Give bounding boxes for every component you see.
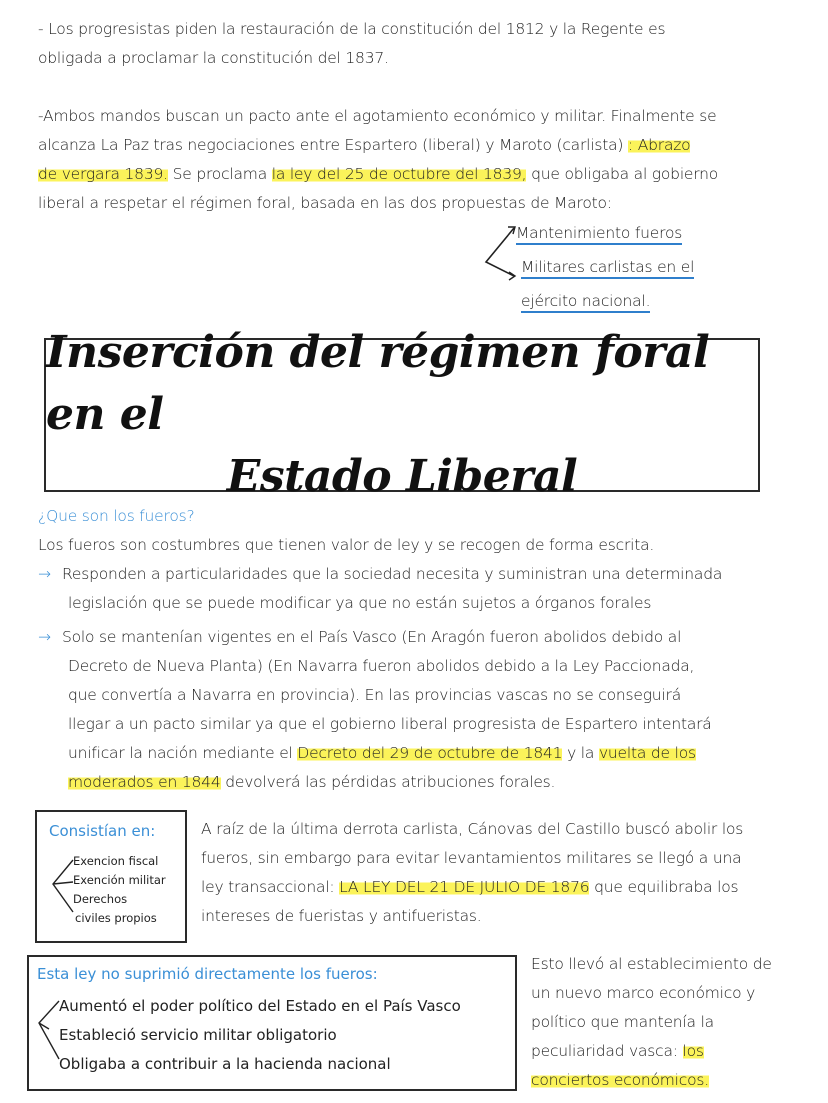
text-line: llegar a un pacto similar ya que el gobierno liberal progresista de Espartero intentará	[68, 715, 712, 733]
highlight-ley-1839: la ley del 25 de octubre del 1839,	[271, 165, 527, 183]
highlight-los: los	[682, 1042, 704, 1060]
consistian-heading: Consistían en:	[49, 822, 156, 840]
ley-box	[27, 955, 517, 1091]
ley-heading: Esta ley no suprimió directamente los fueros:	[37, 965, 378, 983]
text-line: A raíz de la última derrota carlista, Cánovas del Castillo buscó abolir los	[201, 820, 744, 838]
list-item: Derechos	[73, 892, 128, 906]
text-line	[531, 1066, 772, 1095]
text-line: Decreto de Nueva Planta) (En Navarra fueron abolidos debido a la Ley Paccionada,	[68, 657, 695, 675]
highlight-vergara: de vergara 1839.	[38, 165, 168, 183]
text-line: Esto llevó al establecimiento de	[531, 955, 772, 973]
text-line: intereses de fueristas y antifueristas.	[201, 907, 482, 925]
text-line: que convertía a Navarra en provincia). En las provincias vascas no se conseguirá	[68, 686, 681, 704]
list-item: Exención militar	[73, 873, 166, 887]
highlight-vuelta: vuelta de los	[598, 744, 696, 762]
bullet-2: → Solo se mantenían vigentes en el País Vasco (En Aragón fueron abolidos debido al Decreto de Nueva Planta) (En Navarra fueron abolidos debido a la Ley Paccionada, que convertía a Navarra en provincia). En las provincias vascas no se conseguirá llegar a un pacto similar ya que el gobierno liberal progresista de Espartero intentará unificar la nación mediante el Decreto del 29 de octubre de 1841 y la vuelta de los moderados en 1844 devolverá las pérdidas atribuciones forales.	[38, 623, 712, 797]
text-line: de vergara 1839. Se proclama la ley del 25 de octubre del 1839, que obligaba al gobierno	[38, 165, 719, 183]
highlight-abrazo: : Abrazo	[627, 136, 691, 154]
text-line: -Ambos mandos buscan un pacto ante el agotamiento económico y militar. Finalmente se	[38, 107, 717, 125]
arrow-right-icon: →	[38, 628, 51, 646]
maroto-proposals	[516, 216, 694, 318]
text-line: legislación que se puede modificar ya que no están sujetos a órganos forales	[68, 594, 652, 612]
consistian-box	[35, 810, 187, 943]
text-line: político que mantenía la	[531, 1013, 714, 1031]
pact-paragraph	[38, 102, 718, 218]
ley-list	[59, 992, 461, 1079]
fueros-section	[38, 502, 722, 618]
proposal-item: ejército nacional.	[521, 292, 650, 313]
text-line: - Los progresistas piden la restauración de la constitución del 1812 y la Regente es	[38, 20, 666, 38]
bullet-1: → Responden a particularidades que la sociedad necesita y suministran una determinada	[38, 560, 722, 589]
text-line: obligada a proclamar la constitución del 1837.	[38, 49, 389, 67]
text-line: liberal a respetar el régimen foral, basada en las dos propuestas de Maroto:	[38, 194, 612, 212]
text-line: peculiaridad vasca: los	[531, 1042, 704, 1060]
arrow-right-icon: →	[38, 565, 51, 583]
text-line: fueros, sin embargo para evitar levantamientos militares se llegó a una	[201, 849, 742, 867]
fueros-question: ¿Que son los fueros?	[38, 507, 195, 525]
section-title-box	[44, 327, 760, 502]
proposal-item: Mantenimiento fueros	[516, 224, 682, 245]
section-title-line1: Inserción del régimen foral en el	[46, 327, 710, 440]
fueros-definition: Los fueros son costumbres que tienen valor de ley y se recogen de forma escrita.	[38, 536, 655, 554]
proposal-item: Militares carlistas en el	[521, 258, 694, 279]
list-item: Exencion fiscal	[73, 854, 159, 868]
canovas-paragraph	[201, 815, 743, 931]
list-item: civiles propios	[75, 911, 157, 925]
text-line: un nuevo marco económico y	[531, 984, 756, 1002]
list-item: Aumentó el poder político del Estado en el País Vasco	[59, 997, 461, 1015]
intro-paragraph	[38, 15, 665, 73]
text-line: ley transaccional: LA LEY DEL 21 DE JULIO DE 1876 que equilibraba los	[201, 878, 739, 896]
highlight-moderados-1844: moderados en 1844	[68, 773, 221, 791]
list-item: Estableció servicio militar obligatorio	[59, 1026, 337, 1044]
conclusion-paragraph	[531, 950, 772, 1095]
text-line: alcanza La Paz tras negociaciones entre Espartero (liberal) y Maroto (carlista) : Abrazo	[38, 136, 691, 154]
consistian-list	[73, 852, 166, 928]
text-line: unificar la nación mediante el Decreto del 29 de octubre de 1841 y la vuelta de los	[68, 744, 696, 762]
highlight-decreto-1841: Decreto del 29 de octubre de 1841	[297, 744, 563, 762]
highlight-conciertos: conciertos económicos.	[531, 1071, 709, 1089]
list-item: Obligaba a contribuir a la hacienda nacional	[59, 1055, 391, 1073]
section-title-line2: Estado Liberal	[226, 451, 578, 502]
text-line: moderados en 1844 devolverá las pérdidas atribuciones forales.	[68, 773, 556, 791]
highlight-ley-1876: LA LEY DEL 21 DE JULIO DE 1876	[339, 878, 590, 896]
